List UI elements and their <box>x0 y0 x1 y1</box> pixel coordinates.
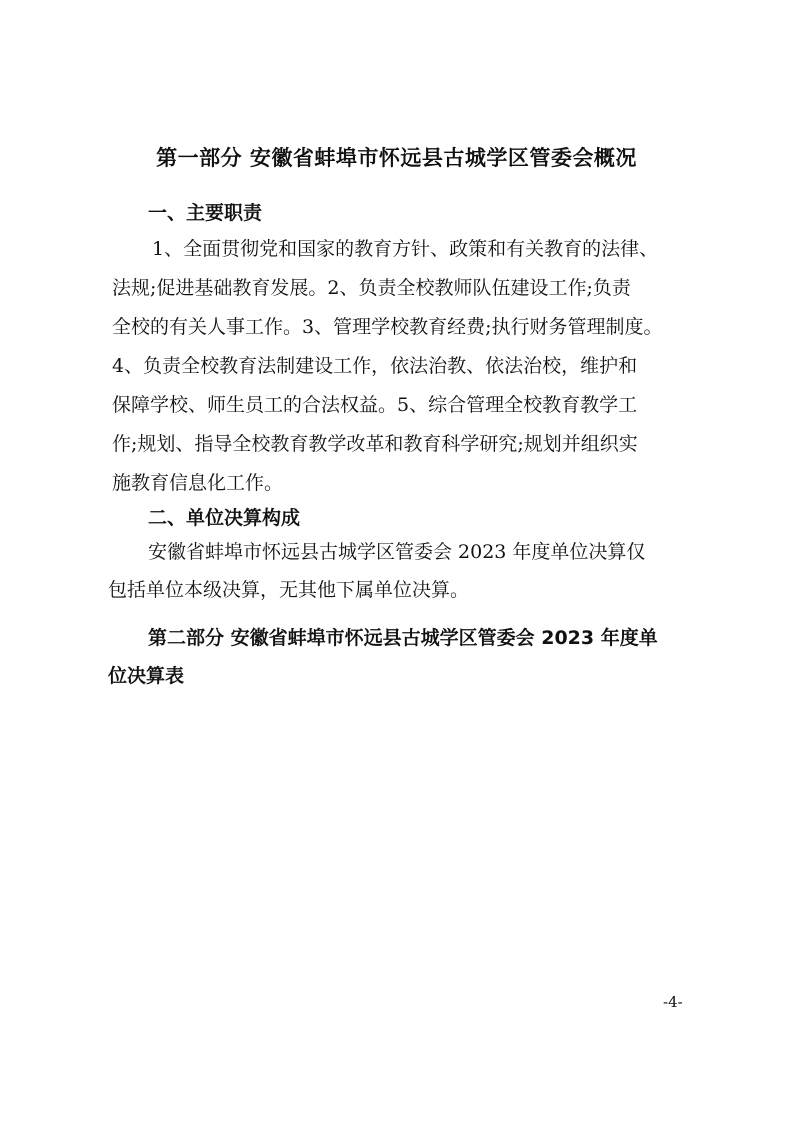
duties-line: 施教育信息化工作。 <box>112 472 284 494</box>
duties-line: 作;规划、指导全校教育教学改革和教育科学研究;规划并组织实 <box>112 433 638 455</box>
part-two-title-line: 位决算表 <box>108 665 185 687</box>
duties-line: 1、全面贯彻党和国家的教育方针、政策和有关教育的法律、 <box>152 238 659 260</box>
section-heading-composition: 二、单位决算构成 <box>148 507 301 529</box>
duties-line: 法规;促进基础教育发展。2、负责全校教师队伍建设工作;负责 <box>112 277 631 299</box>
duties-line: 全校的有关人事工作。3、管理学校教育经费;执行财务管理制度。 <box>112 316 663 338</box>
part-one-title: 第一部分 安徽省蚌埠市怀远县古城学区管委会概况 <box>156 146 637 170</box>
duties-line: 保障学校、师生员工的合法权益。5、综合管理全校教育教学工 <box>112 394 638 416</box>
duties-line: 4、负责全校教育法制建设工作，依法治教、依法治校，维护和 <box>112 355 638 377</box>
section-heading-duties: 一、主要职责 <box>148 202 263 224</box>
composition-line: 包括单位本级决算，无其他下属单位决算。 <box>108 579 470 601</box>
part-two-title-line: 第二部分 安徽省蚌埠市怀远县古城学区管委会 2023 年度单 <box>148 627 658 649</box>
page-number: -4- <box>663 993 683 1011</box>
composition-line: 安徽省蚌埠市怀远县古城学区管委会 2023 年度单位决算仅 <box>148 541 646 563</box>
